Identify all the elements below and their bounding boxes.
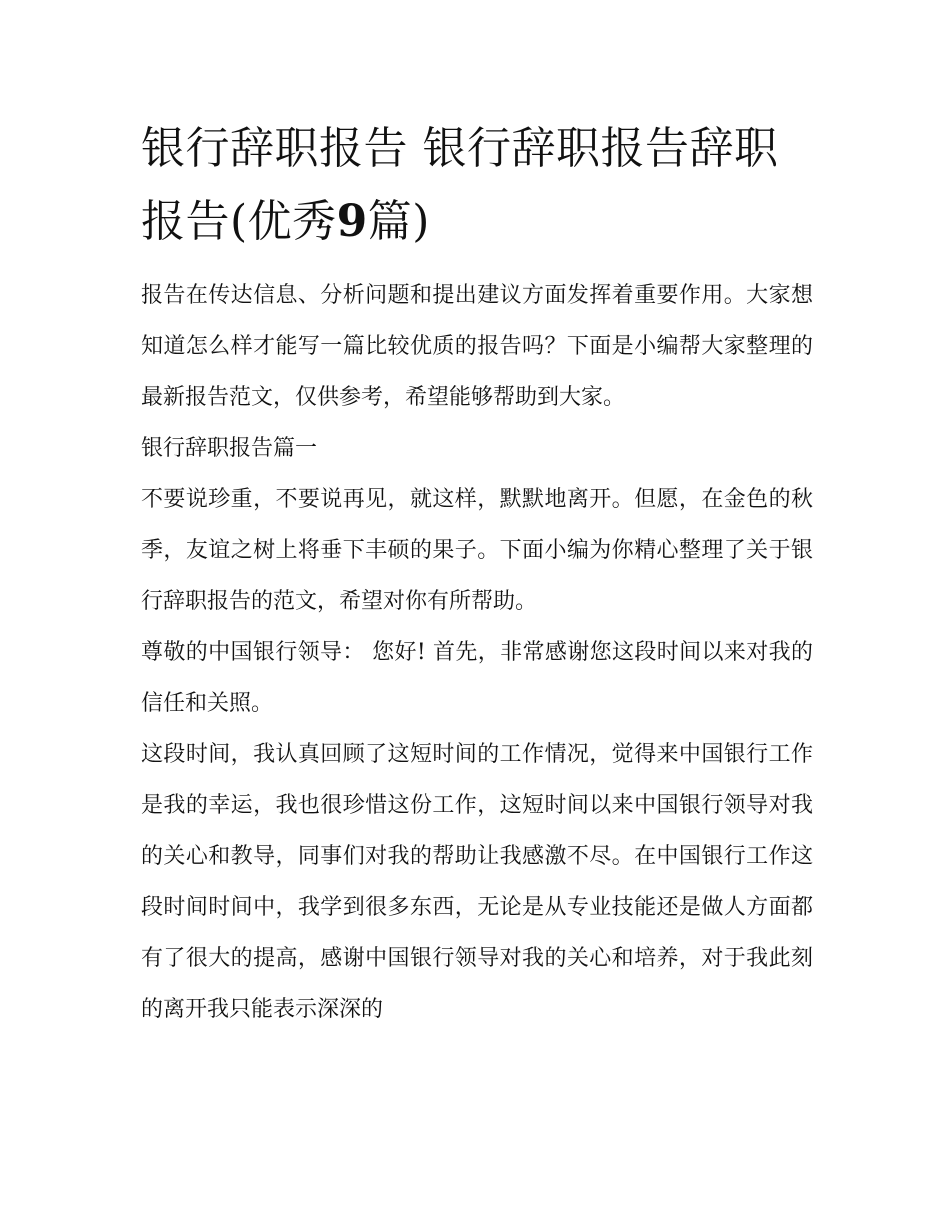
- section-heading: 银行辞职报告篇一: [141, 436, 318, 461]
- title-number: 9: [336, 196, 368, 247]
- intro-paragraph: 报告在传达信息、分析问题和提出建议方面发挥着重要作用。大家想知道怎么样才能写一篇比较优质的报告吗？下面是小编帮大家整理的最新报告范文，仅供参考，希望能够帮助到大家。: [141, 283, 813, 410]
- body-paragraph: 这段时间，我认真回顾了这短时间的工作情况，觉得来中国银行工作是我的幸运，我也很珍惜这份工作，这短时间以来中国银行领导对我的关心和教导，同事们对我的帮助让我感激不尽。在中国银行工作这段时间时间中，我学到很多东西，无论是从专业技能还是做人方面都有了很大的提高，感谢中国银行领导对我的关心和培养，对于我此刻的离开我只能表示深深的: [141, 742, 813, 1022]
- body-paragraph: 尊敬的中国银行领导： 您好! 首先，非常感谢您这段时间以来对我的信任和关照。: [141, 640, 813, 716]
- title-suffix: 篇): [367, 196, 430, 247]
- document-page: [141, 112, 813, 1035]
- document-title: [141, 112, 813, 258]
- title-text: 银行辞职报告 银行辞职报告辞职报告(优秀: [141, 123, 779, 247]
- body-paragraph: 不要说珍重，不要说再见，就这样，默默地离开。但愿，在金色的秋季，友谊之树上将垂下丰硕的果子。下面小编为你精心整理了关于银行辞职报告的范文，希望对你有所帮助。: [141, 487, 813, 614]
